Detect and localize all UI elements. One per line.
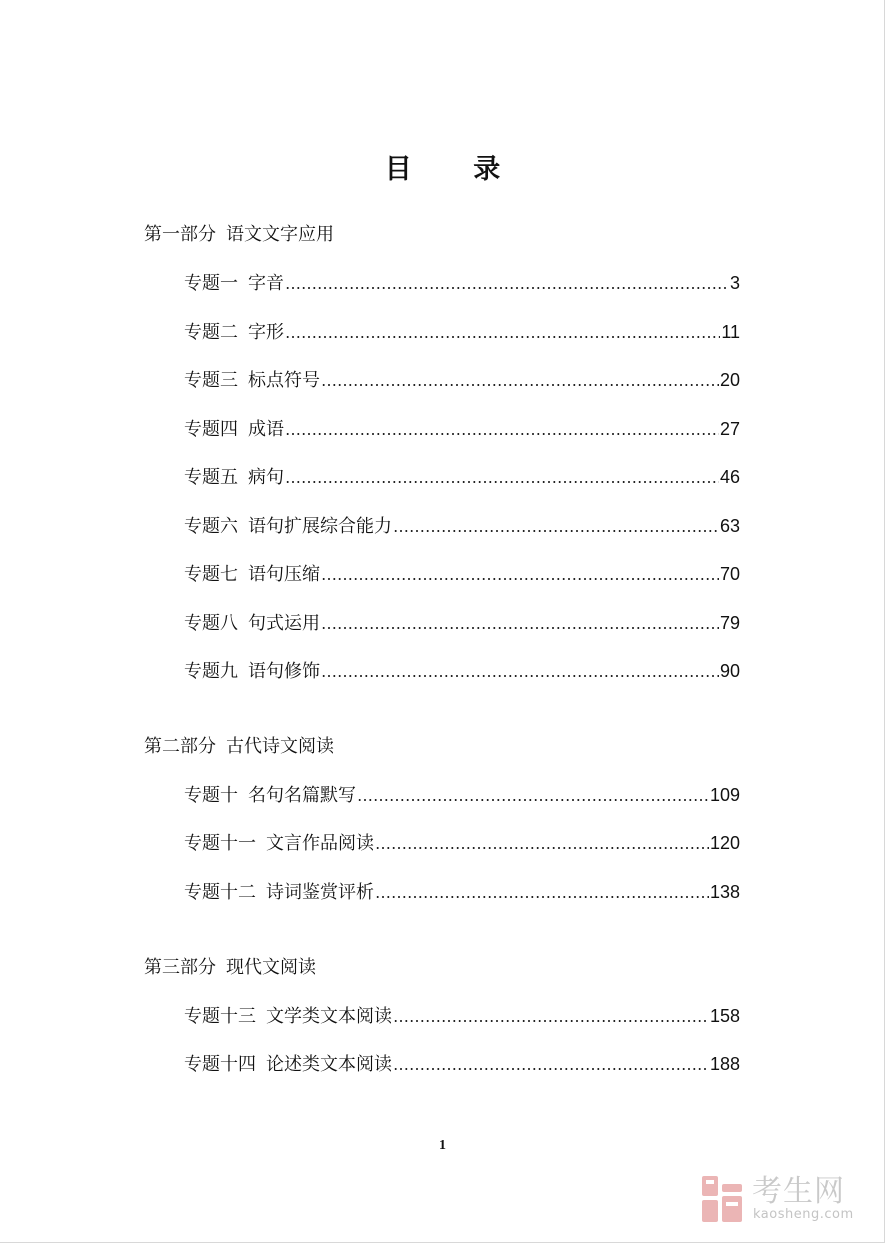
page-number: 109 xyxy=(709,785,740,805)
topic-number: 专题四 xyxy=(184,419,238,440)
watermark-url: kaosheng.com xyxy=(753,1207,854,1222)
toc-entry[interactable] xyxy=(184,514,740,538)
toc-entry[interactable] xyxy=(184,1052,740,1076)
page-number: 11 xyxy=(721,322,740,342)
part-number: 第三部分 xyxy=(144,957,216,978)
part-heading-2 xyxy=(144,735,334,759)
page-number: 63 xyxy=(719,516,740,536)
topic-name: 病句 xyxy=(248,467,284,488)
topic-number: 专题九 xyxy=(184,661,238,682)
page-number: 70 xyxy=(719,564,740,584)
leader-dots xyxy=(321,660,719,684)
toc-entry[interactable] xyxy=(184,271,740,295)
topic-number: 专题五 xyxy=(184,467,238,488)
page-number: 20 xyxy=(719,370,740,390)
watermark-text: 考生网 xyxy=(752,1174,845,1209)
part-heading-3 xyxy=(144,956,316,980)
toc-entry[interactable] xyxy=(184,611,740,635)
topic-name: 句式运用 xyxy=(248,613,320,634)
topic-name: 成语 xyxy=(248,419,284,440)
leader-dots xyxy=(393,515,719,539)
toc-title: 目 录 xyxy=(384,154,527,185)
toc-entry[interactable] xyxy=(184,659,740,683)
watermark xyxy=(700,1174,870,1229)
part-name: 古代诗文阅读 xyxy=(226,736,334,757)
part-number: 第一部分 xyxy=(144,224,216,245)
page-number: 3 xyxy=(729,273,740,293)
leader-dots xyxy=(285,272,729,296)
leader-dots xyxy=(321,369,719,393)
leader-dots xyxy=(285,466,719,490)
topic-name: 论述类文本阅读 xyxy=(266,1054,392,1075)
leader-dots xyxy=(393,1053,709,1077)
topic-number: 专题七 xyxy=(184,564,238,585)
toc-entry[interactable] xyxy=(184,465,740,489)
page-number: 46 xyxy=(719,467,740,487)
leader-dots xyxy=(357,784,709,808)
toc-entry[interactable] xyxy=(184,880,740,904)
leader-dots xyxy=(393,1005,709,1029)
part-number: 第二部分 xyxy=(144,736,216,757)
toc-entry[interactable] xyxy=(184,783,740,807)
topic-number: 专题八 xyxy=(184,613,238,634)
topic-name: 语句压缩 xyxy=(248,564,320,585)
part-name: 现代文阅读 xyxy=(226,957,316,978)
topic-number: 专题十四 xyxy=(184,1054,256,1075)
page-number: 188 xyxy=(709,1054,740,1074)
leader-dots xyxy=(285,418,719,442)
topic-number: 专题三 xyxy=(184,370,238,391)
part-name: 语文文字应用 xyxy=(226,224,334,245)
topic-name: 语句修饰 xyxy=(248,661,320,682)
footer-page-number: 1 xyxy=(439,1138,446,1153)
leader-dots xyxy=(321,612,719,636)
topic-number: 专题十一 xyxy=(184,833,256,854)
topic-name: 文言作品阅读 xyxy=(266,833,374,854)
part-heading-1 xyxy=(144,223,334,247)
topic-name: 标点符号 xyxy=(248,370,320,391)
topic-name: 名句名篇默写 xyxy=(248,785,356,806)
topic-number: 专题十二 xyxy=(184,882,256,903)
page-number: 138 xyxy=(709,882,740,902)
topic-number: 专题十三 xyxy=(184,1006,256,1027)
toc-entry[interactable] xyxy=(184,562,740,586)
topic-number: 专题一 xyxy=(184,273,238,294)
toc-entry[interactable] xyxy=(184,417,740,441)
leader-dots xyxy=(375,881,709,905)
page-number: 27 xyxy=(719,419,740,439)
topic-name: 语句扩展综合能力 xyxy=(248,516,392,537)
topic-name: 字音 xyxy=(248,273,284,294)
page-number: 79 xyxy=(719,613,740,633)
page-number: 158 xyxy=(709,1006,740,1026)
toc-entry[interactable] xyxy=(184,1004,740,1028)
toc-entry[interactable] xyxy=(184,320,740,344)
leader-dots xyxy=(285,321,720,345)
topic-number: 专题六 xyxy=(184,516,238,537)
topic-name: 诗词鉴赏评析 xyxy=(266,882,374,903)
topic-number: 专题二 xyxy=(184,322,238,343)
page-number: 120 xyxy=(709,833,740,853)
leader-dots xyxy=(321,563,719,587)
toc-entry[interactable] xyxy=(184,368,740,392)
page-number: 90 xyxy=(719,661,740,681)
kaosheng-logo-icon xyxy=(700,1174,744,1224)
leader-dots xyxy=(375,832,709,856)
toc-entry[interactable] xyxy=(184,831,740,855)
topic-number: 专题十 xyxy=(184,785,238,806)
topic-name: 字形 xyxy=(248,322,284,343)
topic-name: 文学类文本阅读 xyxy=(266,1006,392,1027)
